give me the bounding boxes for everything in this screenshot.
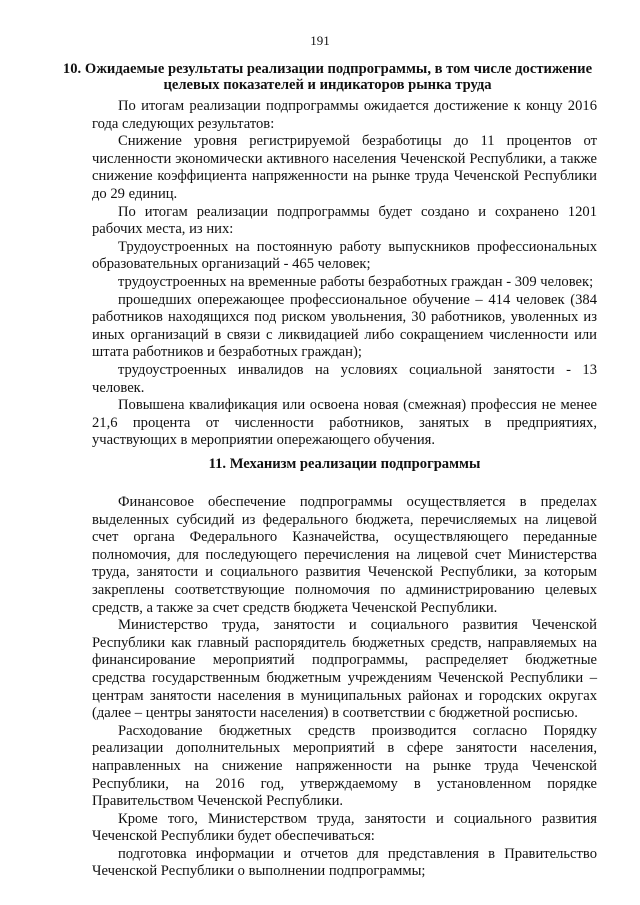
page-number: 191 [310,33,330,48]
paragraph: По итогам реализации подпрограммы будет создано и сохранено 1201 рабочих места, из них: [92,203,597,238]
paragraph: прошедших опережающее профессиональное обучение – 414 человек (384 работников находящихся под риском увольнения, 30 работников, уволенных из иных организаций в связи с ликвидацией либо сокращением численности или штата работников и безработных граждан); [92,291,597,361]
paragraph: Министерство труда, занятости и социального развития Чеченской Республики как главный распорядитель бюджетных средств, направляемых на финансирование мероприятий подпрограммы, распределяет бюджетные средства государственным бюджетным учреждениям Чеченской Республики – центрам занятости населения в муниципальных районах и городских округах (далее – центры занятости населения) в соответствии с бюджетной росписью. [92,617,597,722]
paragraph: трудоустроенных инвалидов на условиях социальной занятости - 13 человек. [92,361,597,396]
paragraph: трудоустроенных на временные работы безработных граждан - 309 человек; [118,273,594,290]
section-11-title: 11. Механизм реализации подпрограммы [208,456,481,472]
section-10-title: 10. Ожидаемые результаты реализации подпрограммы, в том числе достижение целевых показателей и индикаторов рынка труда [62,61,593,93]
paragraph: подготовка информации и отчетов для представления в Правительство Чеченской Республики о выполнении подпрограммы; [92,845,597,880]
paragraph: Кроме того, Министерством труда, занятости и социального развития Чеченской Республики будет обеспечиваться: [92,810,597,845]
paragraph: Снижение уровня регистрируемой безработицы до 11 процентов от численности экономически активного населения Чеченской Республики, а также снижение коэффициента напряженности на рынке труда Чеченской Республики до 29 единиц. [92,133,597,202]
section-11-body [92,494,597,881]
paragraph: По итогам реализации подпрограммы ожидается достижение к концу 2016 года следующих результатов: [92,98,597,132]
paragraph: Расходование бюджетных средств производится согласно Порядку реализации дополнительных мероприятий в сфере занятости населения, направленных на снижение напряженности на рынке труда Чеченской Республики, на 2016 год, утверждаемому в установленном порядке Правительством Чеченской Республики. [92,722,597,810]
paragraph: Повышена квалификация или освоена новая (смежная) профессия не менее 21,6 процента от численности работников, занятых в предприятиях, участвующих в мероприятии опережающего обучения. [92,397,597,449]
paragraph: Финансовое обеспечение подпрограммы осуществляется в пределах выделенных субсидий из федерального бюджета, перечисляемых на лицевой счет органа Федерального Казначейства, осуществляющего переданные полномочия, для последующего перечисления на лицевой счет Министерства труда, занятости и социального развития Чеченской Республики, за которым закреплены соответствующие полномочия по администрированию целевых средств, а также за счет средств бюджета Чеченской Республики. [92,494,597,616]
paragraph: Трудоустроенных на постоянную работу выпускников профессиональных образовательных организаций - 465 человек; [92,238,597,273]
section-10-body [92,98,597,450]
